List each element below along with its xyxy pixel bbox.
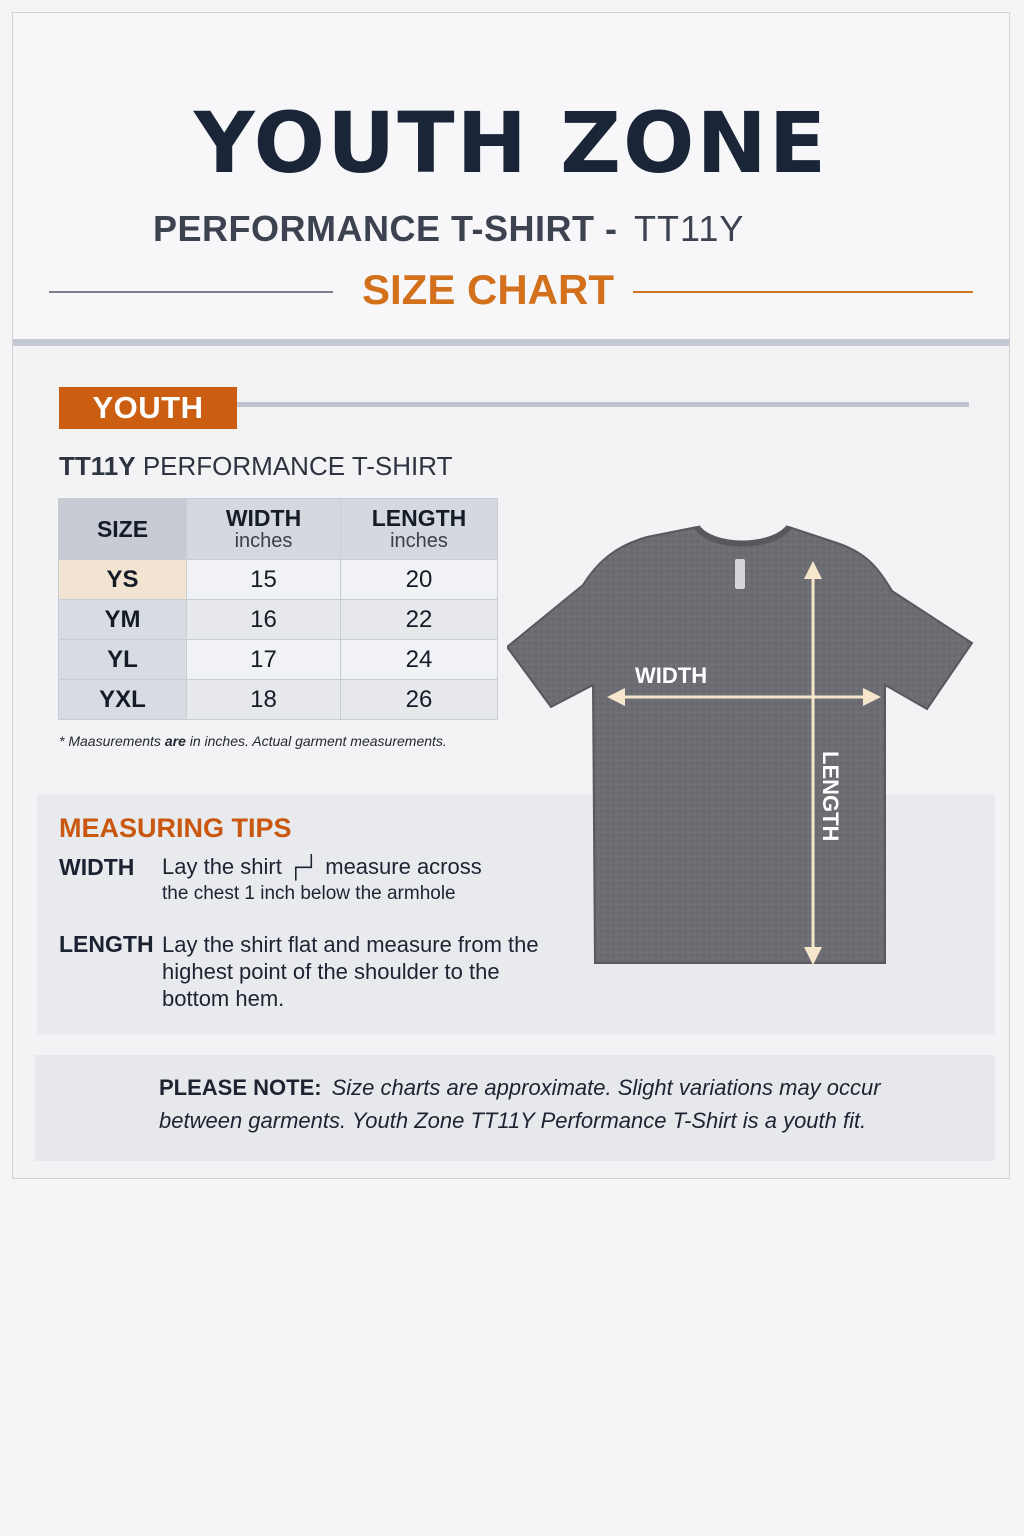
cell-width: 15 (187, 560, 341, 600)
header-panel (13, 13, 1009, 339)
cell-size: YM (59, 600, 187, 640)
size-table (58, 498, 498, 720)
header-size (59, 499, 187, 560)
size-chart-heading: SIZE CHART (362, 266, 614, 313)
cell-size: YL (59, 640, 187, 680)
product-name: PERFORMANCE T-SHIRT (142, 451, 453, 481)
table-footnote (59, 733, 447, 749)
subtitle-separator: - (594, 208, 628, 249)
header-width-label: WIDTH (225, 505, 302, 532)
product-subtitle (153, 208, 745, 249)
cell-width: 16 (187, 600, 341, 640)
tshirt-diagram (507, 519, 987, 979)
youth-section-tab: YOUTH (59, 387, 237, 429)
size-chart-card (12, 12, 1010, 1179)
table-row (59, 680, 498, 720)
header-width (187, 499, 341, 560)
tip-width-label: WIDTH (59, 854, 135, 880)
cell-length: 26 (341, 680, 498, 720)
header-divider (13, 339, 1009, 346)
cell-length: 20 (341, 560, 498, 600)
header-length-label: LENGTH (371, 505, 467, 532)
cell-width: 17 (187, 640, 341, 680)
please-note-body: Size charts are approximate. Slight variations may occur between garments. Youth Zone TT11Y Performance T-Shirt is a youth fit. (159, 1075, 881, 1133)
measuring-tips-title: MEASURING TIPS (59, 813, 292, 843)
table-row (59, 600, 498, 640)
header-width-unit: inches (234, 529, 293, 552)
table-row (59, 640, 498, 680)
cell-length: 22 (341, 600, 498, 640)
cell-width: 18 (187, 680, 341, 720)
cell-length: 24 (341, 640, 498, 680)
tshirt-body (507, 527, 972, 963)
tip-width-text (162, 853, 562, 907)
title-rule-left (49, 291, 333, 293)
product-code: TT11Y (59, 451, 136, 481)
section-rule (237, 402, 969, 407)
table-header-row (59, 499, 498, 560)
tip-length-text: Lay the shirt flat and measure from the highest point of the shoulder to the bottom hem. (162, 932, 539, 1011)
footnote-pre: * Maasurements (59, 733, 165, 749)
subtitle-product: PERFORMANCE T-SHIRT (153, 208, 595, 249)
header-length (341, 499, 498, 560)
brand-title: YOUTH ZONE (193, 94, 829, 192)
tip-width-line1: Lay the shirt ┌┘ measure across (162, 854, 482, 879)
footnote-post: in inches. Actual garment measurements. (185, 733, 447, 749)
header-size-label: SIZE (96, 515, 149, 542)
footnote-bold: are (164, 733, 186, 749)
cell-size: YS (59, 560, 187, 600)
title-rule-right (633, 291, 973, 293)
length-diagram-label: LENGTH (818, 751, 843, 842)
header-length-unit: inches (390, 529, 448, 552)
please-note-label: PLEASE NOTE: (159, 1075, 322, 1100)
width-diagram-label: WIDTH (635, 663, 708, 688)
table-row (59, 560, 498, 600)
product-heading (59, 453, 452, 479)
please-note-text (159, 1071, 959, 1137)
tip-width-line2: the chest 1 inch below the armhole (162, 883, 456, 904)
cell-size: YXL (59, 680, 187, 720)
subtitle-code: TT11Y (634, 208, 745, 249)
tshirt-tag-icon (735, 559, 745, 589)
tip-length-label: LENGTH (59, 931, 154, 957)
